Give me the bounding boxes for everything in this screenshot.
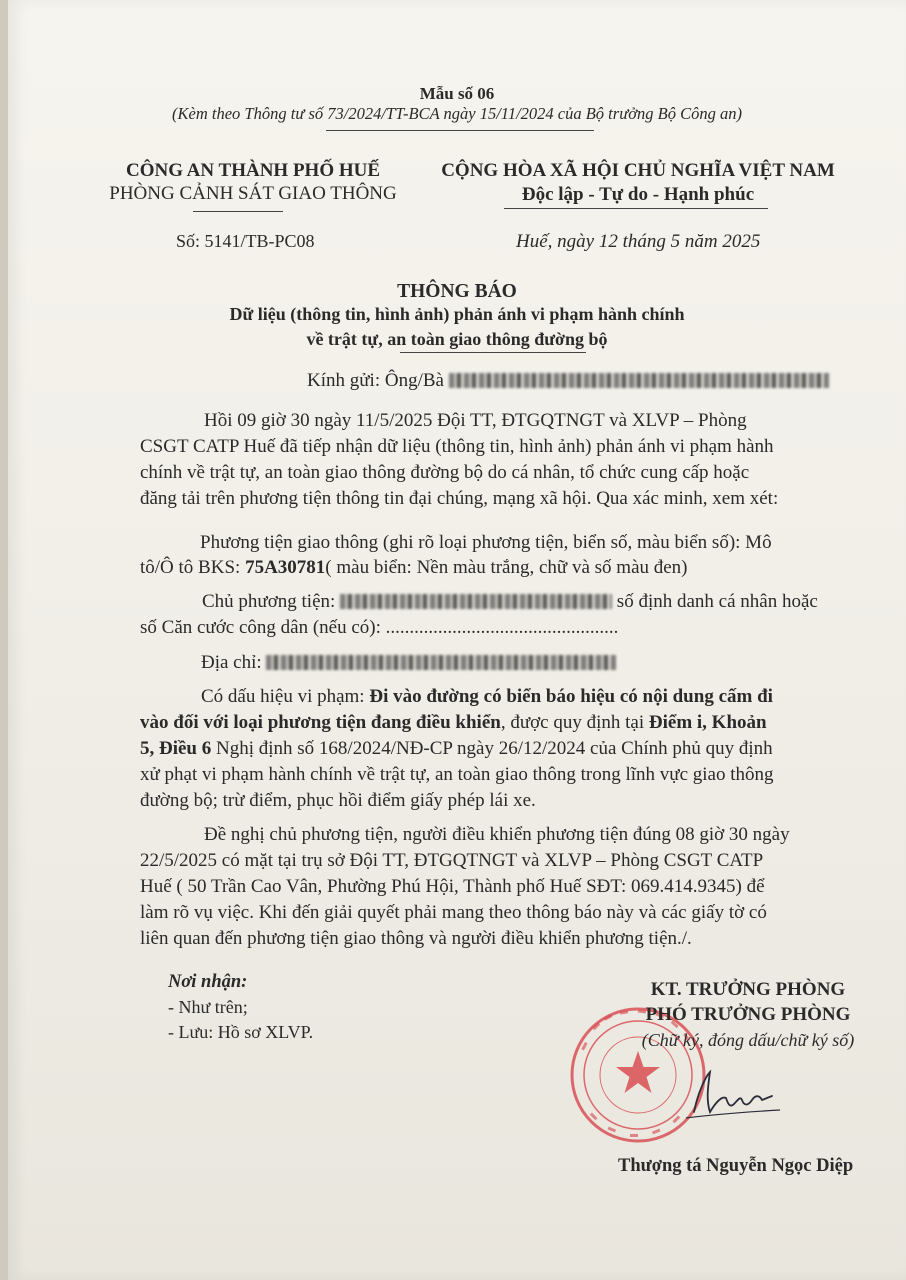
- owner-line-1: [202, 589, 818, 615]
- nation-name: CỘNG HÒA XÃ HỘI CHỦ NGHĨA VIỆT NAM: [441, 160, 835, 181]
- request-line: Đề nghị chủ phương tiện, người điều khiển phương tiện đúng 08 giờ 30 ngày: [204, 824, 790, 845]
- plate-number: 75A30781: [245, 557, 326, 578]
- form-number: Mẫu số 06: [419, 84, 495, 103]
- issuer-department: PHÒNG CẢNH SÁT GIAO THÔNG: [109, 183, 397, 204]
- receiver-item: - Lưu: Hồ sơ XLVP.: [168, 1022, 314, 1042]
- violation-description: Đi vào đường có biển báo hiệu có nội dung cấm đi: [369, 686, 773, 707]
- redacted-address: [266, 655, 616, 670]
- signature-note: (Chữ ký, đóng dấu/chữ ký số): [641, 1030, 855, 1050]
- violation-clause: Điểm i, Khoản: [648, 712, 767, 733]
- notice-subtitle-1: Dữ liệu (thông tin, hình ảnh) phản ánh vi phạm hành chính: [229, 304, 685, 324]
- request-line: liên quan đến phương tiện giao thông và người điều khiển phương tiện./.: [140, 928, 692, 949]
- handwritten-signature: [676, 1062, 786, 1124]
- body-line: chính về trật tự, an toàn giao thông đường bộ do cá nhân, tổ chức cung cấp hoặc: [140, 462, 750, 483]
- owner-label: Chủ phương tiện:: [202, 591, 336, 612]
- issuer-agency: CÔNG AN THÀNH PHỐ HUẾ: [125, 160, 381, 181]
- title-underline: [400, 352, 586, 353]
- owner-line-2: số Căn cước công dân (nếu có): .................................................: [140, 617, 619, 638]
- redacted-owner-name: [340, 594, 612, 609]
- document-page: [8, 0, 906, 1280]
- address-line: [201, 650, 616, 676]
- violation-intro: Có dấu hiệu vi phạm:: [201, 686, 370, 707]
- header-divider: [326, 130, 594, 131]
- plate-color-note: ( màu biển: Nền màu trắng, chữ và số màu đen): [325, 557, 688, 578]
- place-date: Huế, ngày 12 tháng 5 năm 2025: [516, 231, 761, 252]
- violation-line-2: [140, 710, 767, 736]
- violation-line-1: [201, 684, 773, 710]
- violation-line-5: đường bộ; trừ điểm, phục hồi điểm giấy phép lái xe.: [140, 790, 536, 811]
- form-attachment: (Kèm theo Thông tư số 73/2024/TT-BCA ngày 15/11/2024 của Bộ trưởng Bộ Công an): [172, 104, 742, 123]
- violation-line-3: [140, 736, 773, 762]
- violation-article: 5, Điều 6: [140, 738, 212, 759]
- body-line: Hồi 09 giờ 30 ngày 11/5/2025 Đội TT, ĐTGQTNGT và XLVP – Phòng: [204, 410, 747, 431]
- recipient-label: Kính gửi: Ông/Bà: [307, 370, 444, 391]
- violation-regulated: , được quy định tại: [500, 712, 649, 733]
- body-line: CSGT CATP Huế đã tiếp nhận dữ liệu (thông tin, hình ảnh) phản ánh vi phạm hành: [140, 436, 774, 457]
- request-line: 22/5/2025 có mặt tại trụ sở Đội TT, ĐTGQTNGT và XLVP – Phòng CSGT CATP: [140, 850, 764, 871]
- vehicle-line-2: [140, 555, 688, 581]
- violation-description-cont: vào đối với loại phương tiện đang điều khiển: [140, 712, 501, 733]
- owner-id-label: số định danh cá nhân hoặc: [616, 591, 818, 612]
- signer-name: Thượng tá Nguyễn Ngọc Diệp: [618, 1156, 854, 1176]
- receivers-title: Nơi nhận:: [168, 972, 248, 992]
- vehicle-prefix: tô/Ô tô BKS:: [140, 557, 246, 578]
- signature-role-1: KT. TRƯỞNG PHÒNG: [650, 979, 846, 1000]
- notice-title: THÔNG BÁO: [397, 281, 517, 302]
- document-number: Số: 5141/TB-PC08: [176, 231, 315, 251]
- redacted-recipient-name: [449, 373, 829, 388]
- signature-role-2: PHÓ TRƯỞNG PHÒNG: [645, 1004, 851, 1025]
- nation-motto: Độc lập - Tự do - Hạnh phúc: [521, 184, 755, 205]
- request-line: Huế ( 50 Trần Cao Vân, Phường Phú Hội, Thành phố Huế SĐT: 069.414.9345) để: [140, 876, 765, 897]
- notice-subtitle-2: về trật tự, an toàn giao thông đường bộ: [306, 329, 608, 349]
- vehicle-line-1: Phương tiện giao thông (ghi rõ loại phương tiện, biển số, màu biển số): Mô: [200, 532, 772, 553]
- recipient-line: [307, 370, 829, 392]
- receiver-item: - Như trên;: [168, 997, 248, 1017]
- motto-underline: [504, 208, 768, 209]
- body-line: đăng tải trên phương tiện thông tin đại chúng, mạng xã hội. Qua xác minh, xem xét:: [140, 488, 779, 509]
- violation-line-4: xử phạt vi phạm hành chính về trật tự, an toàn giao thông trong lĩnh vực giao thông: [140, 764, 774, 785]
- request-line: làm rõ vụ việc. Khi đến giải quyết phải mang theo thông báo này và các giấy tờ có: [140, 902, 767, 923]
- address-label: Địa chỉ:: [201, 652, 262, 673]
- violation-decree: Nghị định số 168/2024/NĐ-CP ngày 26/12/2024 của Chính phủ quy định: [211, 738, 773, 759]
- issuer-underline: [193, 211, 283, 212]
